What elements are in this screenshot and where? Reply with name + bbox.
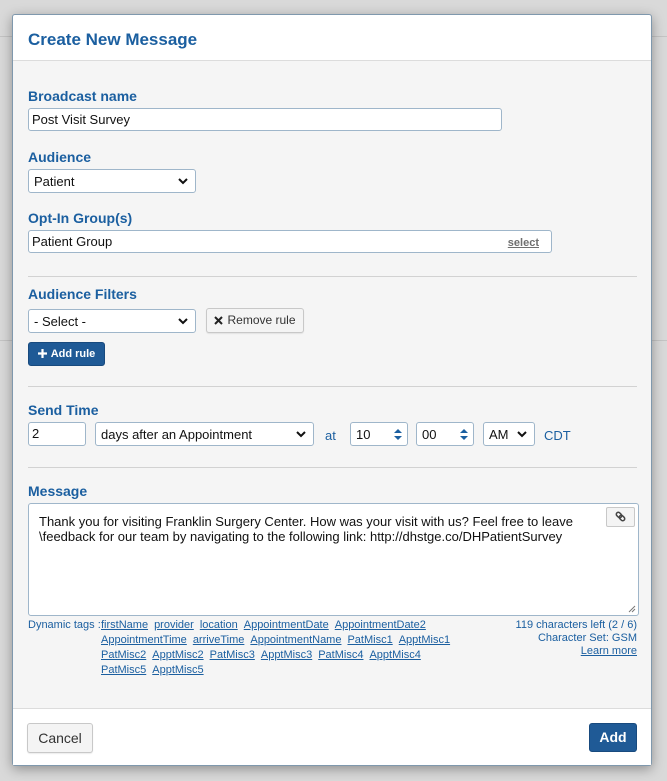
- chevron-down-icon: [177, 175, 189, 187]
- create-message-dialog: [12, 14, 652, 766]
- stepper-icon[interactable]: [459, 427, 469, 442]
- audience-label: Audience: [28, 149, 92, 165]
- dynamic-tag-link[interactable]: ApptMisc4: [369, 649, 421, 661]
- dynamic-tag-link[interactable]: PatMisc3: [209, 649, 255, 661]
- dynamic-tags-row: [101, 664, 210, 676]
- dynamic-tag-link[interactable]: AppointmentDate2: [334, 619, 426, 631]
- optin-groups-input[interactable]: [28, 230, 552, 253]
- section-divider: [28, 276, 637, 277]
- dynamic-tag-link[interactable]: ApptMisc3: [260, 649, 313, 661]
- ampm-value: AM: [489, 427, 509, 442]
- message-line: Thank you for visiting Franklin Surgery Center. How was your visit with us? Feel free to leave: [39, 514, 573, 529]
- message-textarea[interactable]: [28, 503, 639, 616]
- resize-grip-icon[interactable]: [627, 604, 636, 613]
- chevron-down-icon: [516, 428, 528, 440]
- cancel-button[interactable]: Cancel: [27, 723, 93, 753]
- at-label: at: [325, 428, 336, 443]
- dialog-title: Create New Message: [28, 30, 198, 49]
- chevron-down-icon: [177, 315, 189, 327]
- dynamic-tags-row: [101, 634, 456, 646]
- dynamic-tag-link[interactable]: location: [199, 619, 238, 631]
- insert-link-button[interactable]: [606, 507, 635, 527]
- audience-filters-label: Audience Filters: [28, 286, 137, 302]
- message-line: \feedback for our team by navigating to the following link: http://dhstge.co/DHPatientSurvey: [39, 529, 563, 544]
- send-time-label: Send Time: [28, 402, 99, 418]
- dynamic-tags-label: Dynamic tags :: [28, 619, 101, 631]
- dynamic-tag-link[interactable]: PatMisc4: [318, 649, 364, 661]
- add-button[interactable]: Add: [589, 723, 637, 752]
- minute-stepper[interactable]: [416, 422, 474, 446]
- dynamic-tag-link[interactable]: AppointmentTime: [101, 634, 187, 646]
- dynamic-tag-link[interactable]: ApptMisc2: [152, 649, 204, 661]
- hour-value: 10: [356, 427, 371, 442]
- dynamic-tag-link[interactable]: PatMisc5: [101, 664, 147, 676]
- section-divider: [28, 386, 637, 387]
- add-rule-label: Add rule: [50, 348, 96, 360]
- dynamic-tag-link[interactable]: PatMisc1: [347, 634, 393, 646]
- dynamic-tags-row: [101, 619, 432, 631]
- message-label: Message: [28, 483, 88, 499]
- learn-more-link[interactable]: Learn more: [580, 645, 637, 657]
- dynamic-tag-link[interactable]: PatMisc2: [101, 649, 147, 661]
- dynamic-tags-row: [101, 649, 427, 661]
- audience-filter-select[interactable]: [28, 309, 196, 333]
- dialog-footer: [13, 708, 651, 765]
- dynamic-tag-link[interactable]: ApptMisc1: [398, 634, 451, 646]
- broadcast-name-label: Broadcast name: [28, 88, 137, 104]
- dynamic-tag-link[interactable]: provider: [154, 619, 194, 631]
- dynamic-tag-link[interactable]: arriveTime: [192, 634, 245, 646]
- stepper-icon[interactable]: [393, 427, 403, 442]
- add-rule-button[interactable]: [28, 342, 105, 366]
- remove-rule-button[interactable]: [206, 308, 304, 333]
- dynamic-tag-link[interactable]: AppointmentName: [250, 634, 342, 646]
- characters-left: 119 characters left (2 / 6): [515, 619, 637, 631]
- chevron-down-icon: [295, 428, 307, 440]
- broadcast-name-input[interactable]: Post Visit Survey: [28, 108, 502, 131]
- minute-value: 00: [422, 427, 437, 442]
- audience-select[interactable]: [28, 169, 196, 193]
- ampm-select[interactable]: [483, 422, 535, 446]
- link-icon: [607, 508, 634, 526]
- hour-stepper[interactable]: [350, 422, 408, 446]
- dialog-header: [13, 15, 651, 61]
- dynamic-tag-link[interactable]: AppointmentDate: [243, 619, 329, 631]
- character-set: Character Set: GSM: [537, 632, 637, 644]
- optin-groups-label: Opt-In Group(s): [28, 210, 133, 226]
- optin-select-link[interactable]: select: [507, 237, 539, 249]
- audience-filter-select-value: - Select -: [34, 314, 87, 329]
- send-relation-select[interactable]: [95, 422, 314, 446]
- send-relation-value: days after an Appointment: [101, 427, 253, 442]
- message-text: [39, 514, 599, 544]
- optin-groups-value: Patient Group: [32, 234, 113, 249]
- send-offset-input[interactable]: 2: [28, 422, 86, 446]
- dynamic-tag-link[interactable]: ApptMisc5: [152, 664, 204, 676]
- section-divider: [28, 467, 637, 468]
- remove-rule-label: Remove rule: [227, 313, 296, 327]
- plus-icon: [38, 349, 47, 358]
- timezone-label: CDT: [544, 428, 571, 443]
- dynamic-tag-link[interactable]: firstName: [101, 619, 149, 631]
- times-icon: [214, 316, 223, 325]
- audience-select-value: Patient: [34, 174, 75, 189]
